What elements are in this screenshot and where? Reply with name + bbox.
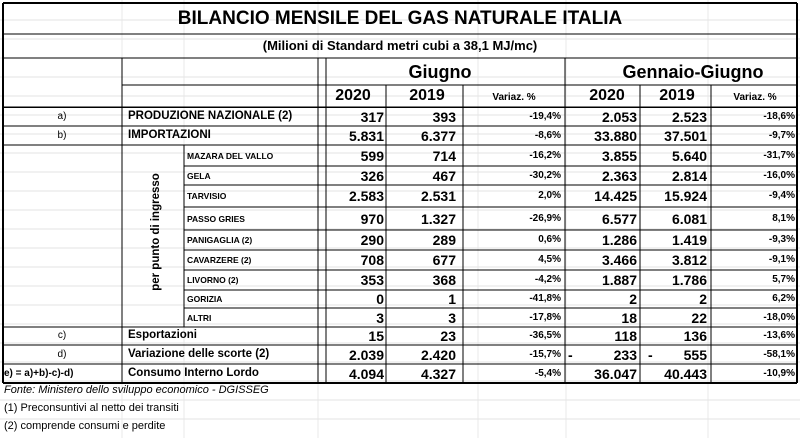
cell-ytd-2020: 2.363 [601, 167, 637, 184]
cell-ytd-2019: 22 [691, 309, 707, 326]
cell-ytd-variation: -18,6% [763, 110, 795, 122]
cell-ytd-2020: 1.887 [601, 272, 637, 288]
period-header-ytd: Gennaio-Giugno [622, 62, 764, 82]
cell-month-2019: 393 [432, 108, 456, 125]
cell-month-2019: 467 [432, 167, 456, 184]
row-code: d) [57, 348, 67, 360]
cell-month-variation: -19,4% [529, 110, 561, 122]
cell-month-2019: 1.327 [420, 210, 456, 227]
footnote-source: Fonte: Ministero dello sviluppo economico - DGISSEG [4, 384, 269, 396]
col-header-month-variation: Variaz. % [492, 92, 536, 103]
cell-month-2020: 599 [360, 147, 384, 164]
cell-ytd-2019: 2.814 [671, 167, 707, 184]
cell-month-2019: 3 [448, 309, 456, 326]
entry-point-label: CAVARZERE (2) [187, 255, 252, 265]
cell-month-variation: -30,2% [529, 169, 561, 181]
col-header-ytd-2020: 2020 [589, 87, 625, 104]
cell-month-variation: 2,0% [538, 190, 561, 201]
cell-month-2020: 0 [376, 291, 384, 307]
cell-ytd-2020: 3.855 [601, 147, 637, 164]
cell-month-variation: -8,6% [534, 129, 561, 141]
entry-point-label: GORIZIA [187, 294, 223, 304]
table-row [0, 290, 800, 308]
table-row [0, 308, 800, 327]
cell-ytd-2020: 118 [614, 328, 637, 344]
cell-month-variation: -16,2% [529, 149, 561, 161]
cell-ytd-2019: 1.419 [671, 232, 707, 248]
entry-point-label: PASSO GRIES [187, 213, 245, 224]
cell-month-variation: 0,6% [538, 234, 561, 245]
row-code: e) = a)+b)-c)-d) [4, 367, 74, 379]
row-code: a) [57, 110, 67, 122]
cell-ytd-variation: 5,7% [772, 274, 795, 285]
cell-month-variation: 4,5% [538, 254, 561, 265]
cell-ytd-variation: -9,3% [768, 234, 795, 245]
cell-ytd-2020: 2 [629, 291, 637, 307]
col-header-ytd-variation: Variaz. % [733, 92, 777, 103]
cell-month-variation: -4,2% [534, 274, 561, 285]
cell-month-variation: -36,5% [529, 330, 561, 341]
cell-ytd-variation: -9,7% [768, 129, 795, 141]
cell-month-2020: 2.039 [348, 346, 384, 363]
row-label: IMPORTAZIONI [128, 128, 211, 141]
cell-month-2020: 708 [360, 252, 384, 268]
cell-month-variation: -17,8% [529, 311, 561, 323]
cell-month-2020: 5.831 [348, 127, 384, 144]
cell-month-2019: 2.420 [420, 346, 456, 363]
cell-month-2019: 4.327 [420, 365, 456, 382]
cell-ytd-2019: 37.501 [664, 127, 707, 144]
cell-ytd-2020: 233 [613, 346, 637, 363]
cell-ytd-2019: 2 [699, 291, 707, 307]
cell-ytd-2020: 3.466 [601, 252, 637, 268]
cell-ytd-variation: -9,4% [768, 190, 795, 201]
col-header-ytd-2019: 2019 [659, 87, 695, 104]
cell-ytd-2020: 18 [621, 309, 637, 326]
cell-ytd-2019: 136 [683, 328, 707, 344]
row-code: b) [57, 129, 67, 141]
cell-month-2020: 326 [360, 167, 384, 184]
cell-month-2019: 6.377 [420, 127, 456, 144]
footnote-1: (1) Preconsuntivi al netto dei transiti [4, 402, 179, 414]
cell-month-2020: 2.583 [348, 188, 384, 204]
cell-ytd-2019: 5.640 [671, 147, 707, 164]
row-label: PRODUZIONE NAZIONALE (2) [128, 109, 293, 122]
cell-month-2019: 1 [448, 291, 456, 307]
cell-month-2020: 290 [360, 232, 384, 248]
cell-month-variation: -15,7% [529, 348, 561, 360]
cell-month-2020: 4.094 [348, 365, 384, 382]
row-label: Esportazioni [128, 329, 198, 341]
row-code: c) [57, 330, 67, 341]
cell-ytd-2020: 6.577 [601, 210, 637, 227]
cell-ytd-2019: 3.812 [671, 252, 707, 268]
period-header-month: Giugno [408, 62, 472, 82]
cell-ytd-variation: 6,2% [772, 293, 795, 304]
cell-ytd-2020: 14.425 [594, 188, 637, 204]
cell-ytd-2020: 36.047 [594, 365, 637, 382]
table-subtitle: (Milioni di Standard metri cubi a 38,1 MJ/mc) [262, 38, 538, 53]
table-row [0, 345, 800, 364]
cell-ytd-2019: 555 [683, 346, 707, 363]
cell-ytd-2019: 2.523 [671, 108, 707, 125]
footnote-2: (2) comprende consumi e perdite [4, 420, 166, 432]
cell-month-2019: 677 [432, 252, 456, 268]
cell-month-2019: 368 [432, 272, 456, 288]
cell-ytd-2019-sign: - [648, 346, 653, 363]
cell-ytd-2020: 1.286 [601, 232, 637, 248]
cell-month-2019: 23 [440, 328, 456, 344]
cell-ytd-2020: 2.053 [601, 108, 637, 125]
cell-ytd-variation: -16,0% [763, 169, 795, 181]
cell-month-2020: 970 [360, 210, 384, 227]
cell-month-variation: -5,4% [534, 367, 561, 379]
cell-month-2019: 289 [432, 232, 456, 248]
col-header-month-2019: 2019 [409, 87, 445, 104]
cell-ytd-variation: 8,1% [772, 212, 795, 224]
col-header-month-2020: 2020 [335, 87, 371, 104]
cell-ytd-2020-sign: - [568, 346, 573, 363]
cell-month-variation: -26,9% [529, 212, 561, 224]
cell-ytd-2019: 6.081 [671, 210, 707, 227]
cell-ytd-variation: -9,1% [768, 254, 795, 265]
entry-point-label: TARVISIO [187, 191, 227, 201]
cell-ytd-variation: -31,7% [763, 149, 795, 161]
cell-month-2020: 3 [376, 309, 384, 326]
row-label: Consumo Interno Lordo [128, 366, 259, 379]
cell-ytd-variation: -10,9% [763, 367, 795, 379]
entry-points-label: per punto di ingresso [150, 173, 162, 291]
entry-point-label: PANIGAGLIA (2) [187, 235, 253, 245]
entry-point-label: LIVORNO (2) [187, 275, 239, 285]
cell-ytd-variation: -13,6% [763, 330, 795, 341]
cell-ytd-2019: 1.786 [671, 272, 707, 288]
entry-point-label: GELA [187, 170, 211, 181]
entry-point-label: ALTRI [187, 312, 212, 323]
cell-month-2020: 353 [360, 272, 384, 288]
table-title: BILANCIO MENSILE DEL GAS NATURALE ITALIA [177, 8, 623, 29]
row-label: Variazione delle scorte (2) [128, 347, 270, 360]
table-row [0, 327, 800, 345]
cell-ytd-variation: -18,0% [763, 311, 795, 323]
cell-month-2019: 2.531 [420, 188, 456, 204]
cell-ytd-variation: -58,1% [763, 348, 795, 360]
cell-month-2019: 714 [432, 147, 456, 164]
cell-ytd-2020: 33.880 [594, 127, 637, 144]
cell-ytd-2019: 15.924 [664, 188, 707, 204]
entry-point-label: MAZARA DEL VALLO [187, 150, 274, 161]
cell-month-2020: 317 [360, 108, 384, 125]
cell-ytd-2019: 40.443 [664, 365, 707, 382]
cell-month-variation: -41,8% [529, 293, 561, 304]
cell-month-2020: 15 [368, 328, 384, 344]
